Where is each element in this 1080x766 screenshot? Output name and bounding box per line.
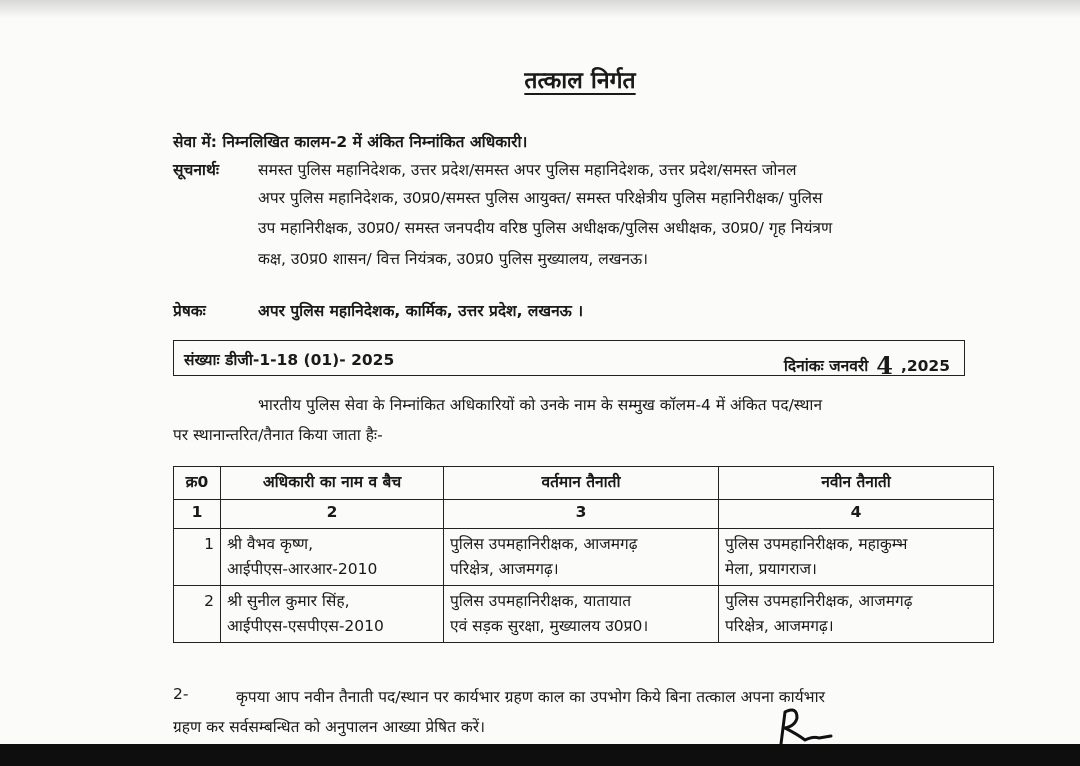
- table-header-row: [174, 467, 994, 500]
- scan-top-shadow: [0, 0, 1080, 18]
- date-suffix: ,2025: [900, 357, 950, 375]
- suchanarth-label: सूचनार्थः: [173, 161, 219, 179]
- seva-line: सेवा में: निम्नलिखित कालम-2 में अंकित निम्नांकित अधिकारी।: [173, 133, 528, 151]
- new-posting-cell: [719, 529, 994, 586]
- intro-line-2: पर स्थानान्तरित/तैनात किया जाता हैः-: [173, 426, 383, 444]
- para2-line-1: कृपया आप नवीन तैनाती पद/स्थान पर कार्यभार ग्रहण काल का उपभोग किये बिना तत्काल अपना कार्यभार: [236, 688, 825, 706]
- header-current-posting: वर्तमान तैनाती: [444, 467, 719, 500]
- suchanarth-line-3: उप महानिरीक्षक, उ0प्र0/ समस्त जनपदीय वरिष्ठ पुलिस अधीक्षक/पुलिस अधीक्षक, उ0प्र0/ गृह नियंत्रण: [258, 219, 833, 237]
- row-serial: 2: [174, 586, 221, 643]
- officer-name: श्री वैभव कृष्ण,: [227, 535, 314, 553]
- new-posting-line: पुलिस उपमहानिरीक्षक, आजमगढ़: [725, 592, 913, 610]
- suchanarth-line-2: अपर पुलिस महानिदेशक, उ0प्र0/समस्त पुलिस आयुक्त/ समस्त परिक्षेत्रीय पुलिस महानिरीक्षक/ पुलिस: [258, 189, 823, 207]
- reference-number: संख्याः डीजी-1-18 (01)- 2025: [184, 351, 395, 369]
- scan-bottom-edge: [0, 744, 1080, 766]
- index-cell: 2: [221, 500, 444, 529]
- para2-number: 2-: [173, 685, 189, 703]
- officer-cell: [221, 529, 444, 586]
- index-cell: 4: [719, 500, 994, 529]
- reference-date: [783, 348, 950, 380]
- date-prefix: दिनांकः जनवरी: [783, 357, 869, 375]
- reference-box: [173, 340, 965, 380]
- date-day-handwritten: 4: [876, 351, 893, 380]
- current-posting-line: परिक्षेत्र, आजमगढ़।: [450, 560, 559, 578]
- index-cell: 3: [444, 500, 719, 529]
- suchanarth-line-1: समस्त पुलिस महानिदेशक, उत्तर प्रदेश/समस्त अपर पुलिस महानिदेशक, उत्तर प्रदेश/समस्त जोनल: [258, 161, 797, 179]
- officer-batch: आईपीएस-एसपीएस-2010: [227, 617, 384, 635]
- new-posting-line: पुलिस उपमहानिरीक्षक, महाकुम्भ: [725, 535, 908, 553]
- header-new-posting: नवीन तैनाती: [719, 467, 994, 500]
- suchanarth-line-4: कक्ष, उ0प्र0 शासन/ वित्त नियंत्रक, उ0प्र0 पुलिस मुख्यालय, लखनऊ।: [258, 250, 649, 268]
- table-row: [174, 586, 994, 643]
- current-posting-line: एवं सड़क सुरक्षा, मुख्यालय उ0प्र0।: [450, 617, 649, 635]
- row-serial: 1: [174, 529, 221, 586]
- new-posting-line: मेला, प्रयागराज।: [725, 560, 817, 578]
- intro-line-1: भारतीय पुलिस सेवा के निम्नांकित अधिकारियों को उनके नाम के सम्मुख कॉलम-4 में अंकित पद/स्थान: [258, 396, 823, 414]
- transfer-table: [173, 466, 994, 643]
- new-posting-cell: [719, 586, 994, 643]
- current-posting-line: पुलिस उपमहानिरीक्षक, आजमगढ़: [450, 535, 638, 553]
- preshak-text: अपर पुलिस महानिदेशक, कार्मिक, उत्तर प्रदेश, लखनऊ ।: [258, 302, 584, 320]
- table-row: [174, 529, 994, 586]
- table-index-row: [174, 500, 994, 529]
- index-cell: 1: [174, 500, 221, 529]
- header-officer: अधिकारी का नाम व बैच: [221, 467, 444, 500]
- document-title: तत्काल निर्गत: [524, 68, 636, 94]
- current-posting-line: पुलिस उपमहानिरीक्षक, यातायात: [450, 592, 632, 610]
- preshak-label: प्रेषकः: [173, 302, 206, 320]
- officer-batch: आईपीएस-आरआर-2010: [227, 560, 378, 578]
- current-posting-cell: [444, 586, 719, 643]
- officer-name: श्री सुनील कुमार सिंह,: [227, 592, 350, 610]
- officer-cell: [221, 586, 444, 643]
- signature-mark: [775, 706, 835, 746]
- para2-line-2: ग्रहण कर सर्वसम्बन्धित को अनुपालन आख्या प्रेषित करें।: [173, 718, 486, 736]
- current-posting-cell: [444, 529, 719, 586]
- header-serial: क्र0: [174, 467, 221, 500]
- new-posting-line: परिक्षेत्र, आजमगढ़।: [725, 617, 834, 635]
